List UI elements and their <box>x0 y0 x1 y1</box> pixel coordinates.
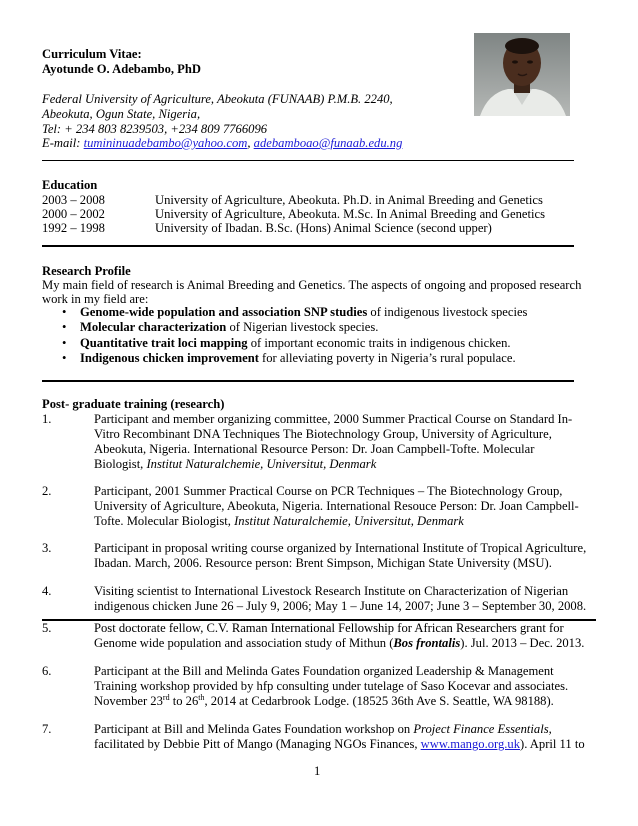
item-line: Training workshop provided by hfp consulting under tutelage of Saso Kocevar and associates. <box>94 679 569 693</box>
bullet-bold: Quantitative trait loci mapping <box>80 335 248 350</box>
research-divider <box>42 380 574 382</box>
bullet-text: of important economic traits in indigenous chicken. <box>247 335 511 350</box>
page-number: 1 <box>314 764 321 778</box>
research-intro-line-2: work in my field are: <box>42 292 149 306</box>
item-number: 6. <box>42 664 52 678</box>
item-text <box>94 621 588 651</box>
education-description: University of Agriculture, Abeokuta. M.Sc. In Animal Breeding and Genetics <box>155 207 545 221</box>
item-number: 5. <box>42 621 52 635</box>
profile-photo <box>474 33 570 116</box>
item-line <box>94 636 588 651</box>
address-line-2: Abeokuta, Ogun State, Nigeria, <box>42 107 201 121</box>
bullet-text: of Nigerian livestock species. <box>226 320 379 335</box>
item-text-run: Biologist, <box>94 457 147 471</box>
item-line <box>94 514 588 529</box>
telephone: Tel: + 234 803 8239503, +234 809 7766096 <box>42 122 268 136</box>
species-name: Bos frontalis <box>393 636 461 650</box>
education-years: 2003 – 2008 <box>42 193 105 207</box>
list-item <box>62 305 602 320</box>
email-separator: , <box>247 136 254 150</box>
education-heading: Education <box>42 178 98 192</box>
education-description: University of Agriculture, Abeokuta. Ph.D. in Animal Breeding and Genetics <box>155 193 543 207</box>
item-text-run: Genome wide population and association study of Mithun ( <box>94 636 394 650</box>
item-text <box>94 412 588 472</box>
item-line: Abeokuta, Nigeria. International Resource Person: Dr. Joan Campbell-Tofte. Molecular <box>94 442 535 456</box>
cv-label: Curriculum Vitae: <box>42 47 142 61</box>
training-heading: Post- graduate training (research) <box>42 397 225 411</box>
bullet-icon: • <box>62 335 67 350</box>
person-name: Ayotunde O. Adebambo, PhD <box>42 62 201 76</box>
item-line: Participant in proposal writing course organized by International Institute of Tropical Agriculture, <box>94 541 587 555</box>
item-number: 3. <box>42 541 52 555</box>
item-text-run: November 23 <box>94 694 163 708</box>
list-item <box>62 336 602 351</box>
item-line: University of Agriculture, Abeokuta, Nigeria. International Resouce Person: Dr. Joan Campbell- <box>94 499 579 513</box>
bullet-text: for alleviating poverty in Nigeria’s rural populace. <box>258 351 516 366</box>
item-text-run: ). April 11 to <box>520 737 585 751</box>
item-text <box>94 664 588 709</box>
bullet-icon: • <box>62 320 67 335</box>
bullet-text: of indigenous livestock species <box>367 305 528 319</box>
education-description: University of Ibadan. B.Sc. (Hons) Animal Science (second upper) <box>155 221 492 235</box>
item-line: Participant, 2001 Summer Practical Course on PCR Techniques – The Biotechnology Group, <box>94 484 563 498</box>
item-line: Post doctorate fellow, C.V. Raman International Fellowship for African Researchers grant for <box>94 621 564 635</box>
item-line: Participant and member organizing committee, 2000 Summer Practical Course on Standard In- <box>94 412 573 426</box>
item-text <box>94 541 588 571</box>
research-bullet-list <box>62 305 602 367</box>
research-heading: Research Profile <box>42 264 131 278</box>
profile-photo-image <box>474 33 570 116</box>
item-line: Participant at the Bill and Melinda Gates Foundation organized Leadership & Management <box>94 664 554 678</box>
list-item <box>62 351 602 366</box>
item-line: Vitro Recombinant DNA Techniques The Biotechnology Group, University of Agriculture, <box>94 427 552 441</box>
item-text <box>94 484 588 529</box>
item-text <box>94 584 588 614</box>
item-text-run: Participant at Bill and Melinda Gates Foundation workshop on <box>94 722 414 736</box>
bullet-bold: Genome-wide population and association SNP studies <box>80 305 368 319</box>
email-line <box>42 136 402 151</box>
mango-website-link[interactable]: www.mango.org.uk <box>420 737 521 751</box>
institution-name: Institut Naturalchemie, Universitut, Denmark <box>234 514 464 528</box>
item-line <box>94 737 588 752</box>
email-link-1[interactable]: tumininuadebambo@yahoo.com <box>83 136 248 150</box>
email-prefix: E-mail: <box>42 136 84 150</box>
bullet-bold: Molecular characterization <box>80 320 227 335</box>
item-line: indigenous chicken June 26 – July 9, 2006; May 1 – June 14, 2007; June 3 – September 30, 2008. <box>94 599 587 613</box>
education-years: 1992 – 1998 <box>42 221 105 235</box>
item-text-run: to 26 <box>169 694 199 708</box>
email-link-2[interactable]: adebamboao@funaab.edu.ng <box>253 136 403 150</box>
list-item <box>62 320 602 335</box>
item-line <box>94 457 588 472</box>
research-intro-line-1: My main field of research is Animal Breeding and Genetics. The aspects of ongoing and proposed research <box>42 278 582 292</box>
superscript: th <box>198 692 205 702</box>
item-line <box>94 722 588 737</box>
bullet-icon: • <box>62 305 67 319</box>
item-line: Ibadan. March, 2006. Resource person: Brent Simpson, Michigan State University (MSU). <box>94 556 552 570</box>
item-line <box>94 694 588 709</box>
workshop-name: Project Finance Essentials, <box>413 722 552 736</box>
education-years: 2000 – 2002 <box>42 207 105 221</box>
superscript: rd <box>162 692 170 702</box>
address-line-1: Federal University of Agriculture, Abeokuta (FUNAAB) P.M.B. 2240, <box>42 92 393 106</box>
item-text-run: , 2014 at Cedarbrook Lodge. (18525 36th Ave S. Seattle, WA 98188). <box>204 694 554 708</box>
item-text-run: ). Jul. 2013 – Dec. 2013. <box>460 636 585 650</box>
bullet-bold: Indigenous chicken improvement <box>80 351 259 366</box>
item-text-run: facilitated by Debbie Pitt of Mango (Managing NGOs Finances, <box>94 737 421 751</box>
item-number: 2. <box>42 484 52 498</box>
item-line: Visiting scientist to International Livestock Research Institute on Characterization of Nigerian <box>94 584 569 598</box>
header-divider <box>42 160 574 161</box>
item-number: 1. <box>42 412 52 426</box>
item-text-run: Tofte. Molecular Biologist, <box>94 514 235 528</box>
education-divider <box>42 245 574 247</box>
item-number: 4. <box>42 584 52 598</box>
item-number: 7. <box>42 722 52 736</box>
institution-name: Institut Naturalchemie, Universitut, Denmark <box>146 457 377 471</box>
bullet-icon: • <box>62 351 67 366</box>
item-text <box>94 722 588 752</box>
